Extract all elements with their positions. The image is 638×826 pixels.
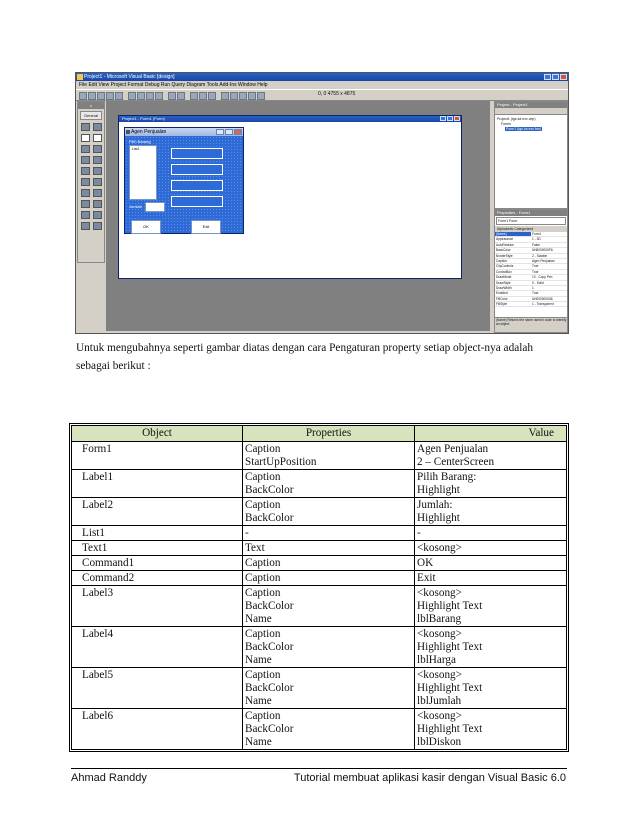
ide-title-bar xyxy=(76,73,568,81)
maximize-icon xyxy=(225,129,233,135)
cell-value xyxy=(415,627,567,668)
properties-description: (Name) Returns the name used in code to identify an object. xyxy=(495,317,567,332)
checkbox-tool-icon xyxy=(81,156,90,164)
dirlist-tool-icon xyxy=(81,200,90,208)
property-value: <kosong> xyxy=(417,710,462,722)
line-tool-icon xyxy=(93,211,102,219)
vb6-ide-screenshot xyxy=(75,72,569,334)
toolbox-tab-general: General xyxy=(80,111,102,120)
cell-value xyxy=(415,498,567,526)
toolbox-panel xyxy=(77,101,105,263)
property-name: BackColor xyxy=(245,484,294,496)
intro-paragraph: Untuk mengubahnya seperti gambar diatas dengan cara Pengaturan property setiap object-nya adalah sebagai berikut : xyxy=(76,342,534,372)
property-name: Caption xyxy=(245,710,281,722)
property-val: 1 - Transparent xyxy=(532,302,554,307)
frame-tool-icon xyxy=(81,145,90,153)
designer-canvas xyxy=(120,123,460,277)
window-controls xyxy=(544,74,567,80)
property-key: AutoRedraw xyxy=(496,242,514,247)
start-icon xyxy=(190,92,198,100)
property-name: Name xyxy=(245,654,272,666)
property-value: Exit xyxy=(417,572,436,584)
property-val: 1 xyxy=(532,285,534,290)
property-value: Pilih Barang: xyxy=(417,471,477,483)
header-properties: Properties xyxy=(243,426,415,442)
cut-icon xyxy=(128,92,136,100)
property-name: StartUpPosition xyxy=(245,456,317,468)
property-key: ClipControls xyxy=(496,264,514,269)
table-row xyxy=(72,571,567,586)
form1-title: Agen Penjualan xyxy=(125,128,243,136)
properties-object-combo: Form1 Form xyxy=(496,217,566,225)
form1-label6 xyxy=(171,196,223,207)
cell-object: Label4 xyxy=(72,627,243,668)
end-icon xyxy=(208,92,216,100)
form1-label4 xyxy=(171,164,223,175)
table-row xyxy=(72,470,567,498)
cell-properties xyxy=(243,586,415,627)
cell-object: Label6 xyxy=(72,709,243,750)
cell-properties xyxy=(243,556,415,571)
cell-properties xyxy=(243,668,415,709)
property-val: True xyxy=(532,291,539,296)
property-name: Caption xyxy=(245,557,281,569)
property-val: 1 - 3D xyxy=(532,237,541,242)
property-name: BackColor xyxy=(245,723,294,735)
property-value: lblJumlah xyxy=(417,695,462,707)
redo-icon xyxy=(177,92,185,100)
header-object: Object xyxy=(72,426,243,442)
footer-rule xyxy=(71,768,567,769)
property-name: BackColor xyxy=(245,512,294,524)
form1-command1: OK xyxy=(131,220,161,234)
property-value: <kosong> xyxy=(417,669,462,681)
cell-value xyxy=(415,541,567,556)
cell-value xyxy=(415,586,567,627)
property-value: Highlight xyxy=(417,484,460,496)
form1-label2: Jumlah xyxy=(129,204,142,209)
optionbutton-tool-icon xyxy=(93,156,102,164)
maximize-icon xyxy=(447,116,453,121)
cell-value xyxy=(415,668,567,709)
footer-title: Tutorial membuat aplikasi kasir dengan Visual Basic 6.0 xyxy=(293,772,566,784)
add-project-icon xyxy=(79,92,87,100)
cell-object: Label5 xyxy=(72,668,243,709)
property-name: BackColor xyxy=(245,600,294,612)
form-layout-icon xyxy=(239,92,247,100)
form-designer-title: Project1 - Form1 (Form) xyxy=(119,116,461,122)
property-val: Agen Penjualan xyxy=(532,258,555,263)
list1-item: List1 xyxy=(132,147,140,151)
property-val: &H8000000F& xyxy=(532,248,553,253)
property-key: Caption xyxy=(496,258,507,263)
property-key: Enabled xyxy=(496,291,508,296)
combobox-tool-icon xyxy=(81,167,90,175)
property-name: Caption xyxy=(245,669,281,681)
picturebox-tool-icon xyxy=(93,123,102,131)
property-name: Caption xyxy=(245,443,281,455)
property-value: <kosong> xyxy=(417,628,462,640)
form1-text1 xyxy=(145,202,165,212)
cell-value xyxy=(415,556,567,571)
form1-command2: Exit xyxy=(191,220,221,234)
property-value: - xyxy=(417,527,421,539)
property-val: 13 - Copy Pen xyxy=(532,275,553,280)
add-form-icon xyxy=(88,92,96,100)
cell-value xyxy=(415,526,567,541)
toolbox-header: x xyxy=(78,102,104,109)
property-key: BackColor xyxy=(496,248,511,253)
property-value: Highlight Text xyxy=(417,723,483,735)
property-value: lblBarang xyxy=(417,613,462,625)
cell-object: Label1 xyxy=(72,470,243,498)
cell-object: Command2 xyxy=(72,571,243,586)
form1-label3 xyxy=(171,148,223,159)
designer-window-controls xyxy=(440,116,460,121)
property-name: Name xyxy=(245,613,272,625)
cell-properties xyxy=(243,470,415,498)
minimize-icon xyxy=(440,116,446,121)
cell-properties xyxy=(243,498,415,526)
property-value: lblHarga xyxy=(417,654,456,666)
timer-tool-icon xyxy=(81,189,90,197)
property-name: Name xyxy=(245,695,272,707)
form1-label1: Pilih Barang xyxy=(129,139,151,144)
vb-app-icon xyxy=(77,74,83,80)
toolbox-controls xyxy=(78,120,104,233)
tree-item-forms: Forms xyxy=(501,122,511,126)
toolbar-coordinates: 0, 0 4755 x 4875 xyxy=(318,91,356,97)
property-value: Highlight Text xyxy=(417,682,483,694)
tree-item-project: Project1 (tgs ka exc.vbp) xyxy=(497,117,536,121)
property-value: OK xyxy=(417,557,434,569)
property-value: <kosong> xyxy=(417,587,462,599)
cell-properties xyxy=(243,709,415,750)
table-row xyxy=(72,709,567,750)
close-icon xyxy=(454,116,460,121)
table-row xyxy=(72,586,567,627)
minimize-icon xyxy=(544,74,551,80)
property-key: BorderStyle xyxy=(496,253,513,258)
property-value: Highlight Text xyxy=(417,641,483,653)
table-row xyxy=(72,541,567,556)
pointer-tool-icon xyxy=(81,123,90,131)
properties-window-icon xyxy=(230,92,238,100)
property-value: Jumlah: xyxy=(417,499,453,511)
cell-object: Command1 xyxy=(72,556,243,571)
project-explorer-title: Project - Project1 xyxy=(495,102,567,108)
property-value: Highlight xyxy=(417,512,460,524)
property-name: Caption xyxy=(245,587,281,599)
form1-preview xyxy=(124,127,244,234)
object-browser-icon xyxy=(248,92,256,100)
property-val: 2 - Sizable xyxy=(532,253,548,258)
property-val: 0 - Solid xyxy=(532,280,544,285)
cell-object: List1 xyxy=(72,526,243,541)
hscrollbar-tool-icon xyxy=(81,178,90,186)
property-key: ControlBox xyxy=(496,269,512,274)
find-icon xyxy=(155,92,163,100)
table-row xyxy=(72,668,567,709)
form1-label5 xyxy=(171,180,223,191)
property-key: FillStyle xyxy=(496,302,508,307)
property-value: lblDiskon xyxy=(417,736,462,748)
property-table xyxy=(71,425,567,750)
property-value: Agen Penjualan xyxy=(417,443,489,455)
property-key: Appearance xyxy=(496,237,514,242)
save-icon xyxy=(115,92,123,100)
property-name: Caption xyxy=(245,572,281,584)
property-key: DrawStyle xyxy=(496,280,511,285)
property-value: <kosong> xyxy=(417,542,462,554)
project-explorer-toolbar xyxy=(495,108,567,115)
properties-window xyxy=(494,209,568,333)
commandbutton-tool-icon xyxy=(93,145,102,153)
project-explorer xyxy=(494,101,568,209)
properties-tabs: Alphabetic Categorized xyxy=(495,226,567,232)
form1-list1 xyxy=(129,145,157,200)
property-name: BackColor xyxy=(245,682,294,694)
cell-value xyxy=(415,442,567,470)
table-row xyxy=(72,526,567,541)
property-name: Caption xyxy=(245,628,281,640)
property-name: Name xyxy=(245,736,272,748)
ide-toolbar xyxy=(76,89,568,101)
minimize-icon xyxy=(216,129,224,135)
mdi-workspace xyxy=(106,101,490,331)
break-icon xyxy=(199,92,207,100)
properties-grid xyxy=(495,232,567,307)
property-val: True xyxy=(532,269,539,274)
table-row xyxy=(72,556,567,571)
properties-title: Properties - Form1 xyxy=(495,210,567,216)
drivelist-tool-icon xyxy=(93,189,102,197)
table-row xyxy=(72,442,567,470)
menu-editor-icon xyxy=(97,92,105,100)
footer-author: Ahmad Randdy xyxy=(71,772,147,784)
project-tree xyxy=(495,115,567,134)
property-row xyxy=(495,302,567,307)
header-value: Value xyxy=(415,426,567,442)
form1-window-controls xyxy=(216,129,242,135)
data-tool-icon xyxy=(93,222,102,230)
cell-properties xyxy=(243,541,415,556)
property-name: Caption xyxy=(245,499,281,511)
maximize-icon xyxy=(552,74,559,80)
toolbox-icon xyxy=(257,92,265,100)
property-val: Form1 xyxy=(532,232,542,236)
cell-value xyxy=(415,470,567,498)
cell-object: Text1 xyxy=(72,541,243,556)
form1-body xyxy=(125,136,243,233)
table-header-row xyxy=(72,426,567,442)
cell-object: Label3 xyxy=(72,586,243,627)
close-icon xyxy=(234,129,242,135)
property-name: Caption xyxy=(245,471,281,483)
label-tool-icon xyxy=(81,134,90,142)
table-row xyxy=(72,498,567,526)
cell-object: Label2 xyxy=(72,498,243,526)
open-icon xyxy=(106,92,114,100)
ide-menu-bar: File Edit View Project Format Debug Run Query Diagram Tools Add-Ins Window Help xyxy=(79,82,268,88)
property-name: Text xyxy=(245,542,265,554)
property-val: &H00000000& xyxy=(532,296,553,301)
property-name: - xyxy=(245,527,249,539)
undo-icon xyxy=(168,92,176,100)
cell-value xyxy=(415,571,567,586)
property-key: (Name) xyxy=(495,232,531,236)
shape-tool-icon xyxy=(81,211,90,219)
property-value: 2 – CenterScreen xyxy=(417,456,495,468)
form-designer-window xyxy=(118,115,462,279)
filelist-tool-icon xyxy=(93,200,102,208)
tree-item-form1: Form1 (tgs ka exc.frm) xyxy=(506,127,542,131)
image-tool-icon xyxy=(81,222,90,230)
cell-object: Form1 xyxy=(72,442,243,470)
cell-properties xyxy=(243,627,415,668)
property-val: True xyxy=(532,264,539,269)
property-value: Highlight Text xyxy=(417,600,483,612)
property-table-wrapper xyxy=(71,425,567,750)
vscrollbar-tool-icon xyxy=(93,178,102,186)
cell-properties xyxy=(243,526,415,541)
table-row xyxy=(72,627,567,668)
property-key: DrawWidth xyxy=(496,285,512,290)
cell-properties xyxy=(243,571,415,586)
close-icon xyxy=(560,74,567,80)
project-explorer-icon xyxy=(221,92,229,100)
listbox-tool-icon xyxy=(93,167,102,175)
property-key: FillColor xyxy=(496,296,508,301)
property-name: BackColor xyxy=(245,641,294,653)
property-key: DrawMode xyxy=(496,275,512,280)
cell-properties xyxy=(243,442,415,470)
copy-icon xyxy=(137,92,145,100)
cell-value xyxy=(415,709,567,750)
ide-window-title: Project1 - Microsoft Visual Basic [design] xyxy=(84,74,175,80)
property-val: False xyxy=(532,242,540,247)
table-body xyxy=(72,442,567,750)
paste-icon xyxy=(146,92,154,100)
textbox-tool-icon xyxy=(93,134,102,142)
